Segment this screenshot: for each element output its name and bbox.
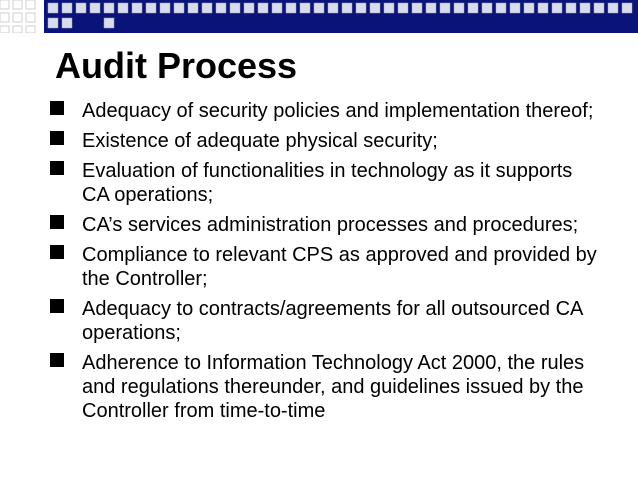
square-bullet-icon <box>50 215 64 229</box>
square-bullet-icon <box>50 101 64 115</box>
bullet-item <box>0 351 638 423</box>
bullet-text: Existence of adequate physical security; <box>82 130 438 152</box>
bullet-text: Adequacy to contracts/agreements for all outsourced CA operations; <box>82 298 583 344</box>
bullet-item <box>0 243 638 291</box>
bullet-item <box>0 297 638 345</box>
bullet-list <box>0 99 638 429</box>
bullet-text: Adherence to Information Technology Act 2000, the rules and regulations thereunder, and guidelines issued by the Controller from time-to-time <box>82 352 585 422</box>
bullet-item <box>0 99 638 123</box>
square-bullet-icon <box>50 299 64 313</box>
bullet-text: Evaluation of functionalities in technology as it supports CA operations; <box>82 160 573 206</box>
bullet-text: CA’s services administration processes and procedures; <box>82 214 579 236</box>
decorative-squares <box>0 0 638 33</box>
square-bullet-icon <box>50 245 64 259</box>
bullet-item <box>0 159 638 207</box>
square-bullet-icon <box>50 161 64 175</box>
bullet-text: Compliance to relevant CPS as approved and provided by the Controller; <box>82 244 597 290</box>
bullet-item <box>0 213 638 237</box>
bullet-text: Adequacy of security policies and implementation thereof; <box>82 100 594 122</box>
slide-title: Audit Process <box>55 45 298 86</box>
bullet-item <box>0 129 638 153</box>
square-bullet-icon <box>50 353 64 367</box>
square-bullet-icon <box>50 131 64 145</box>
